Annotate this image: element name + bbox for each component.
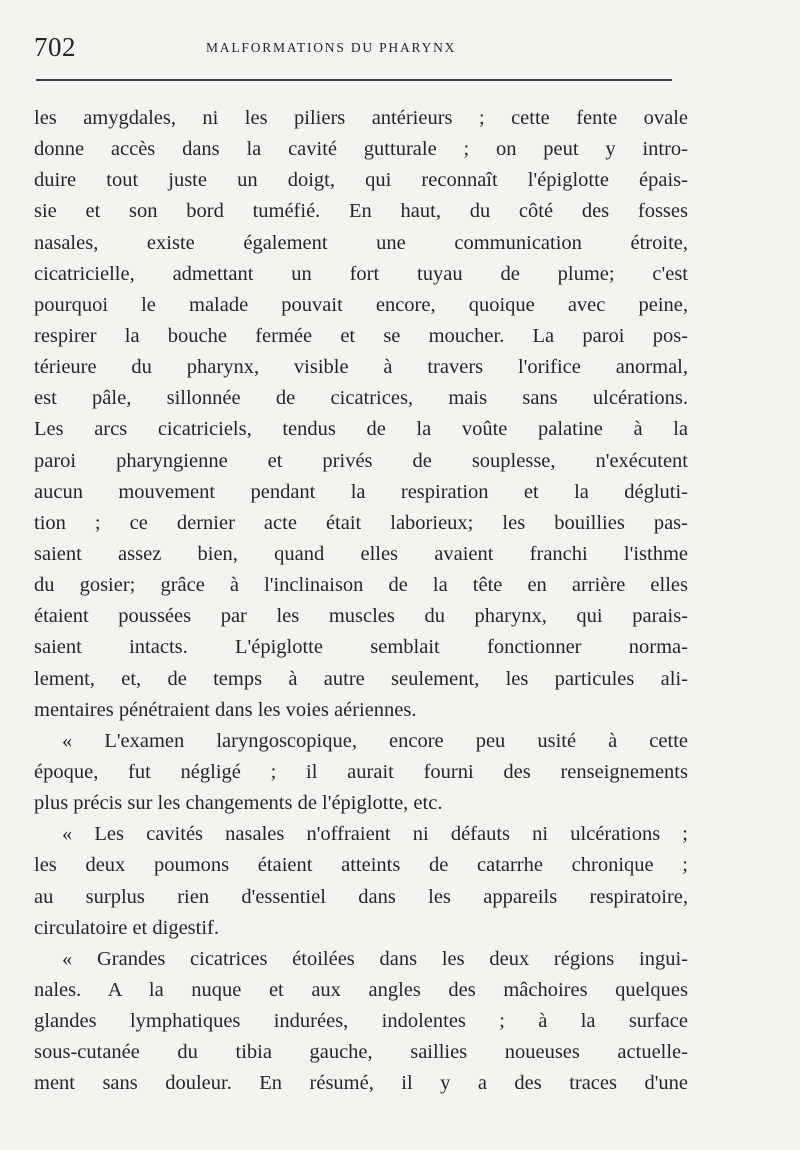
text-line: paroi pharyngienne et privés de souplesse, n'exécutent: [34, 449, 688, 472]
text-line: donne accès dans la cavité gutturale ; on peut y intro-: [34, 138, 688, 161]
text-line: saient assez bien, quand elles avaient franchi l'isthme: [34, 542, 688, 565]
text-line: tion ; ce dernier acte était laborieux; les bouillies pas-: [34, 511, 688, 534]
text-line: « Les cavités nasales n'offraient ni défauts ni ulcérations ;: [62, 823, 688, 846]
running-head: MALFORMATIONS DU PHARYNX: [206, 40, 457, 55]
text-line: les amygdales, ni les piliers antérieurs ; cette fente ovale: [34, 107, 688, 129]
text-line: glandes lymphatiques indurées, indolentes ; à la surface: [34, 1010, 688, 1033]
text-line: les deux poumons étaient atteints de catarrhe chronique ;: [34, 854, 688, 877]
text-line: sous-cutanée du tibia gauche, saillies noueuses actuelle-: [34, 1041, 688, 1064]
text-line: lement, et, de temps à autre seulement, les particules ali-: [34, 667, 688, 690]
text-line: sie et son bord tuméfié. En haut, du côté des fosses: [34, 200, 688, 223]
body-text: [34, 103, 688, 1100]
text-line: « Grandes cicatrices étoilées dans les deux régions ingui-: [62, 947, 688, 970]
text-line: cicatricielle, admettant un fort tuyau de plume; c'est: [34, 262, 688, 285]
text-line: ment sans douleur. En résumé, il y a des traces d'une: [34, 1072, 688, 1095]
text-line: est pâle, sillonnée de cicatrices, mais sans ulcérations.: [34, 387, 688, 410]
text-line: circulatoire et digestif.: [34, 916, 219, 939]
text-line: duire tout juste un doigt, qui reconnaît l'épiglotte épais-: [34, 169, 688, 192]
text-line: du gosier; grâce à l'inclinaison de la tête en arrière elles: [34, 574, 688, 597]
text-line: nales. A la nuque et aux angles des mâchoires quelques: [34, 978, 688, 1001]
text-line: Les arcs cicatriciels, tendus de la voûte palatine à la: [34, 418, 688, 441]
text-line: aucun mouvement pendant la respiration et la dégluti-: [34, 480, 688, 503]
text-line: nasales, existe également une communication étroite,: [34, 231, 688, 254]
text-line: plus précis sur les changements de l'épiglotte, etc.: [34, 792, 443, 815]
page-header: [34, 30, 674, 70]
page-number: 702: [34, 32, 76, 62]
text-line: étaient poussées par les muscles du pharynx, qui parais-: [34, 605, 688, 628]
text-line: mentaires pénétraient dans les voies aériennes.: [34, 698, 417, 721]
text-line: « L'examen laryngoscopique, encore peu usité à cette: [62, 729, 688, 752]
text-line: pourquoi le malade pouvait encore, quoique avec peine,: [34, 293, 688, 316]
text-line: époque, fut négligé ; il aurait fourni des renseignements: [34, 760, 688, 783]
text-line: saient intacts. L'épiglotte semblait fonctionner norma-: [34, 636, 688, 659]
text-line: térieure du pharynx, visible à travers l'orifice anormal,: [34, 356, 688, 379]
header-rule: [36, 79, 672, 81]
text-line: respirer la bouche fermée et se moucher. La paroi pos-: [34, 324, 688, 347]
text-line: au surplus rien d'essentiel dans les appareils respiratoire,: [34, 885, 688, 908]
